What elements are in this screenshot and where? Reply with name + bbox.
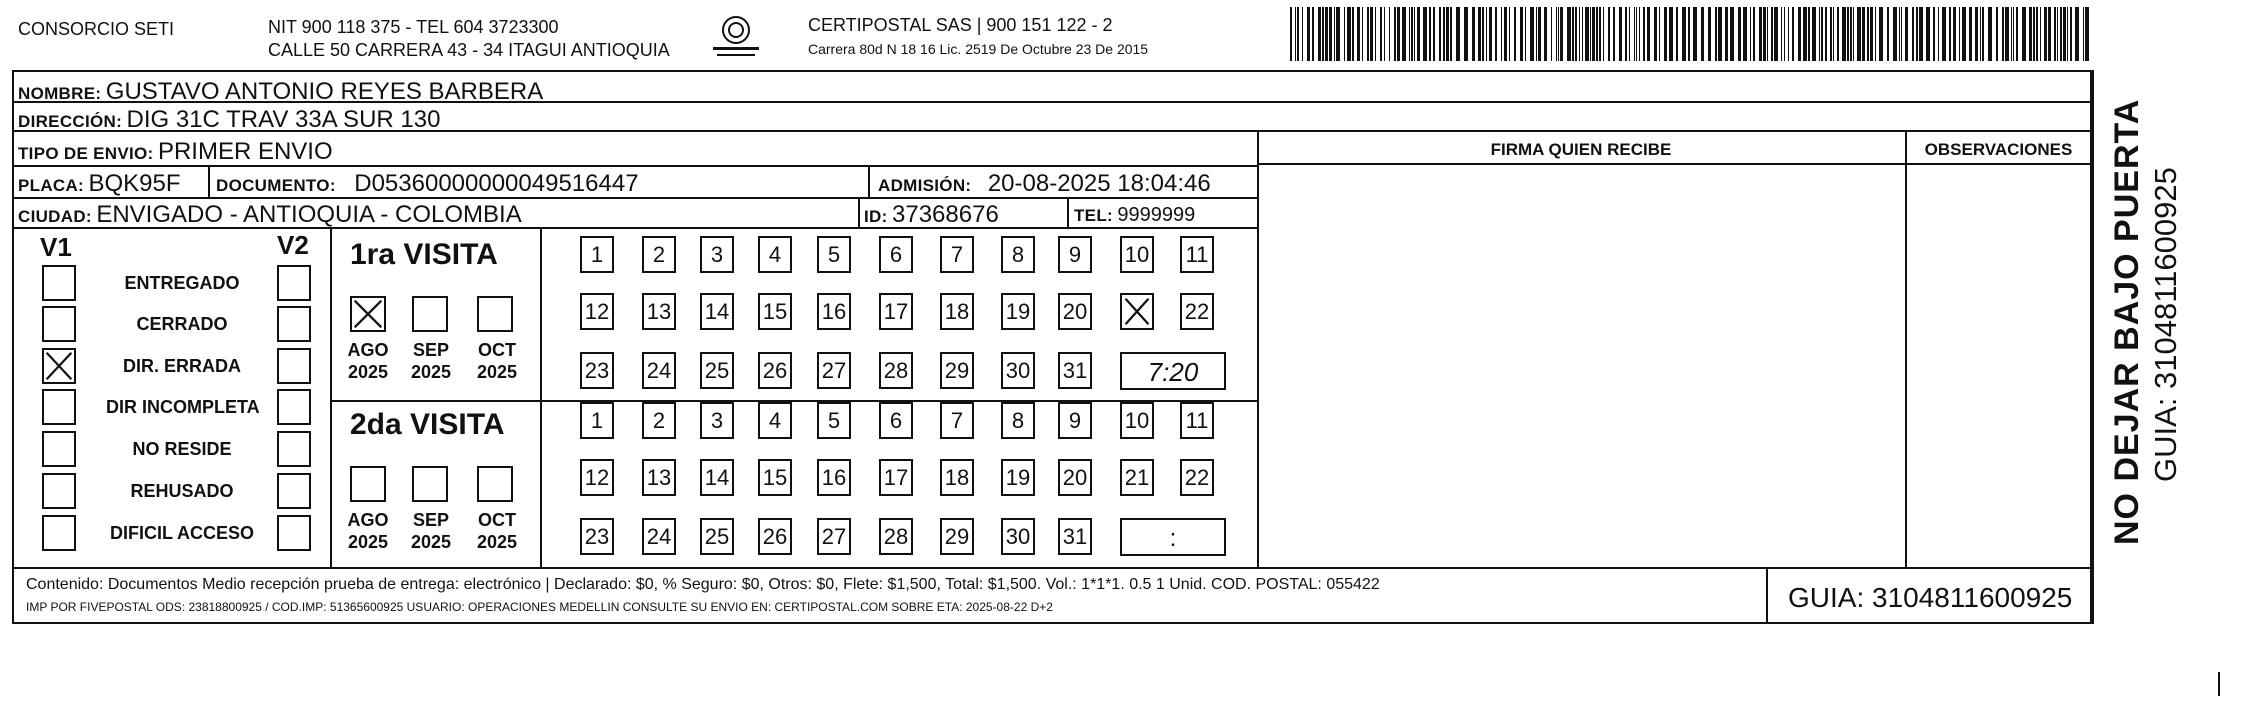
v1-checkbox[interactable] <box>42 515 76 551</box>
day-box[interactable]: 18 <box>940 459 974 496</box>
day-box[interactable]: 3 <box>700 236 734 273</box>
day-box[interactable]: 5 <box>817 402 851 439</box>
address-label: DIRECCIÓN: <box>18 112 123 131</box>
v2-checkbox[interactable] <box>277 473 311 509</box>
day-box[interactable]: 24 <box>642 518 676 555</box>
visit2-time-placeholder: : <box>1169 525 1177 552</box>
day-box[interactable]: 11 <box>1180 402 1214 439</box>
barcode <box>1290 5 2095 65</box>
day-box[interactable]: 16 <box>817 459 851 496</box>
visit2-title: 2da VISITA <box>350 408 505 441</box>
v1-label: V1 <box>40 232 72 262</box>
visit2-month-label: OCT 2025 <box>476 510 518 552</box>
day-box[interactable]: 21 <box>1120 459 1154 496</box>
type-label: TIPO DE ENVIO: <box>18 144 154 163</box>
day-box[interactable]: 28 <box>879 518 913 555</box>
v2-checkbox[interactable] <box>277 348 311 384</box>
observations-heading: OBSERVACIONES <box>1924 140 2073 159</box>
day-box[interactable]: 17 <box>879 293 913 330</box>
no-under-door-warning: NO DEJAR BAJO PUERTA <box>2108 98 2146 545</box>
v1-checkbox[interactable] <box>42 265 76 301</box>
day-box[interactable]: 17 <box>879 459 913 496</box>
type-value: PRIMER ENVIO <box>157 138 333 165</box>
day-box[interactable]: 4 <box>758 236 792 273</box>
day-box[interactable]: 2 <box>642 236 676 273</box>
day-box[interactable]: 24 <box>642 352 676 389</box>
visit1-month-label: SEP 2025 <box>410 340 452 382</box>
visit2-month-box[interactable] <box>350 466 386 502</box>
day-box[interactable]: 10 <box>1120 236 1154 273</box>
plate-label: PLACA: <box>18 176 85 195</box>
day-box[interactable]: 7 <box>940 236 974 273</box>
v2-checkbox[interactable] <box>277 515 311 551</box>
address-value: DIG 31C TRAV 33A SUR 130 <box>126 106 441 133</box>
day-box[interactable]: 25 <box>700 352 734 389</box>
visit1-time-value: 7:20 <box>1147 357 1199 387</box>
visit1-month-box[interactable] <box>477 296 513 332</box>
day-box[interactable]: 29 <box>940 518 974 555</box>
visit2-month-label: AGO 2025 <box>347 510 389 552</box>
courier-address: Carrera 80d N 18 16 Lic. 2519 De Octubre 23 De 2015 <box>808 41 1149 57</box>
status-option: NO RESIDE <box>132 439 232 459</box>
tel-label: TEL: <box>1074 206 1113 225</box>
admission-value: 20-08-2025 18:04:46 <box>987 170 1211 197</box>
day-box[interactable]: 23 <box>580 352 614 389</box>
day-box[interactable]: 19 <box>1001 459 1035 496</box>
day-box[interactable]: 25 <box>700 518 734 555</box>
id-value: 37368676 <box>892 201 999 228</box>
day-box[interactable]: 9 <box>1058 236 1092 273</box>
day-box[interactable]: 28 <box>879 352 913 389</box>
visit1-month-checked[interactable] <box>350 296 386 332</box>
day-box[interactable]: 6 <box>879 236 913 273</box>
side-guide-number: GUIA: 3104811600925 <box>2148 167 2183 482</box>
tel-value: 9999999 <box>1117 204 1196 226</box>
visit1-month-box[interactable] <box>412 296 448 332</box>
day-box[interactable]: 26 <box>758 518 792 555</box>
v2-label: V2 <box>277 230 309 260</box>
day-box[interactable]: 14 <box>700 459 734 496</box>
day-box[interactable]: 31 <box>1058 352 1092 389</box>
visit2-month-box[interactable] <box>477 466 513 502</box>
day-box[interactable]: 22 <box>1180 293 1214 330</box>
day-box[interactable]: 6 <box>879 402 913 439</box>
day-box[interactable]: 14 <box>700 293 734 330</box>
v2-checkbox[interactable] <box>277 431 311 467</box>
status-option: CERRADO <box>136 314 228 334</box>
footer-guide-number: GUIA: 3104811600925 <box>1788 582 2073 613</box>
visit2-time-box[interactable] <box>1120 518 1226 556</box>
day-box[interactable]: 27 <box>817 352 851 389</box>
day-box[interactable]: 11 <box>1180 236 1214 273</box>
signature-heading: FIRMA QUIEN RECIBE <box>1490 140 1672 159</box>
status-option: REHUSADO <box>130 481 234 501</box>
v1-checkbox[interactable] <box>42 389 76 425</box>
day-box[interactable]: 4 <box>758 402 792 439</box>
id-label: ID: <box>864 207 888 226</box>
day-box[interactable]: 23 <box>580 518 614 555</box>
day-box[interactable]: 19 <box>1001 293 1035 330</box>
city-value: ENVIGADO - ANTIOQUIA - COLOMBIA <box>96 201 522 228</box>
day-box[interactable]: 2 <box>642 402 676 439</box>
status-option: DIR. ERRADA <box>122 356 241 376</box>
document-label: DOCUMENTO: <box>216 176 336 195</box>
day-box[interactable]: 8 <box>1001 402 1035 439</box>
status-option: DIR INCOMPLETA <box>106 397 260 417</box>
day-box[interactable]: 1 <box>580 402 614 439</box>
day-box-checked[interactable] <box>1120 293 1154 330</box>
content-line: Contenido: Documentos Medio recepción prueba de entrega: electrónico | Declarado: $0, % Seguro: $0, Otros: $0, Flete: $1,500, Total: $1,500. Vol.: 1*1*1. 0.5 1 Unid. COD. POSTAL: 055422 <box>26 576 1380 593</box>
day-box[interactable]: 20 <box>1058 459 1092 496</box>
nit-line: NIT 900 118 375 - TEL 604 3723300 <box>268 17 559 37</box>
v1-checkbox[interactable] <box>42 473 76 509</box>
visit1-title: 1ra VISITA <box>350 238 498 271</box>
visit1-month-label: AGO 2025 <box>347 340 389 382</box>
day-box[interactable]: 7 <box>940 402 974 439</box>
day-box[interactable]: 27 <box>817 518 851 555</box>
certipostal-logo <box>705 14 767 62</box>
status-option: ENTREGADO <box>124 273 240 293</box>
plate-value: BQK95F <box>88 170 181 197</box>
v1-checkbox-checked[interactable] <box>42 348 76 384</box>
day-box[interactable]: 20 <box>1058 293 1092 330</box>
visit1-time-box[interactable] <box>1120 352 1226 390</box>
company-name: CONSORCIO SETI <box>18 19 175 39</box>
document-value: D05360000000049516447 <box>354 170 639 197</box>
edge-mark <box>2218 672 2220 696</box>
v1-checkbox[interactable] <box>42 431 76 467</box>
day-box[interactable]: 13 <box>642 459 676 496</box>
status-option: DIFICIL ACCESO <box>109 523 254 543</box>
day-box[interactable]: 15 <box>758 459 792 496</box>
day-box[interactable]: 18 <box>940 293 974 330</box>
day-box[interactable]: 3 <box>700 402 734 439</box>
day-box[interactable]: 1 <box>580 236 614 273</box>
company-address: CALLE 50 CARRERA 43 - 34 ITAGUI ANTIOQUIA <box>268 40 670 60</box>
day-box[interactable]: 13 <box>642 293 676 330</box>
day-box[interactable]: 29 <box>940 352 974 389</box>
name-value: GUSTAVO ANTONIO REYES BARBERA <box>105 78 544 105</box>
visit2-month-box[interactable] <box>412 466 448 502</box>
day-box[interactable]: 12 <box>580 293 614 330</box>
name-label: NOMBRE: <box>18 84 102 103</box>
v1-checkbox[interactable] <box>42 306 76 342</box>
city-label: CIUDAD: <box>18 207 92 226</box>
day-box[interactable]: 15 <box>758 293 792 330</box>
admission-label: ADMISIÓN: <box>878 176 972 195</box>
print-line: IMP POR FIVEPOSTAL ODS: 23818800925 / COD.IMP: 51365600925 USUARIO: OPERACIONES MEDELLIN CONSULTE SU ENVIO EN: CERTIPOSTAL.COM SOBRE ETA: 2025-08-22 D+2 <box>26 600 1053 614</box>
v2-checkbox[interactable] <box>277 389 311 425</box>
visit1-month-label: OCT 2025 <box>476 340 518 382</box>
day-box[interactable]: 30 <box>1001 518 1035 555</box>
day-box[interactable]: 31 <box>1058 518 1092 555</box>
courier-line: CERTIPOSTAL SAS | 900 151 122 - 2 <box>808 15 1113 35</box>
day-box[interactable]: 9 <box>1058 402 1092 439</box>
day-box[interactable]: 30 <box>1001 352 1035 389</box>
day-box[interactable]: 12 <box>580 459 614 496</box>
day-box[interactable]: 10 <box>1120 402 1154 439</box>
day-box[interactable]: 22 <box>1180 459 1214 496</box>
day-box[interactable]: 26 <box>758 352 792 389</box>
day-box[interactable]: 8 <box>1001 236 1035 273</box>
visit2-month-label: SEP 2025 <box>410 510 452 552</box>
day-box[interactable]: 16 <box>817 293 851 330</box>
v2-checkbox[interactable] <box>277 265 311 301</box>
day-box[interactable]: 5 <box>817 236 851 273</box>
v2-checkbox[interactable] <box>277 306 311 342</box>
